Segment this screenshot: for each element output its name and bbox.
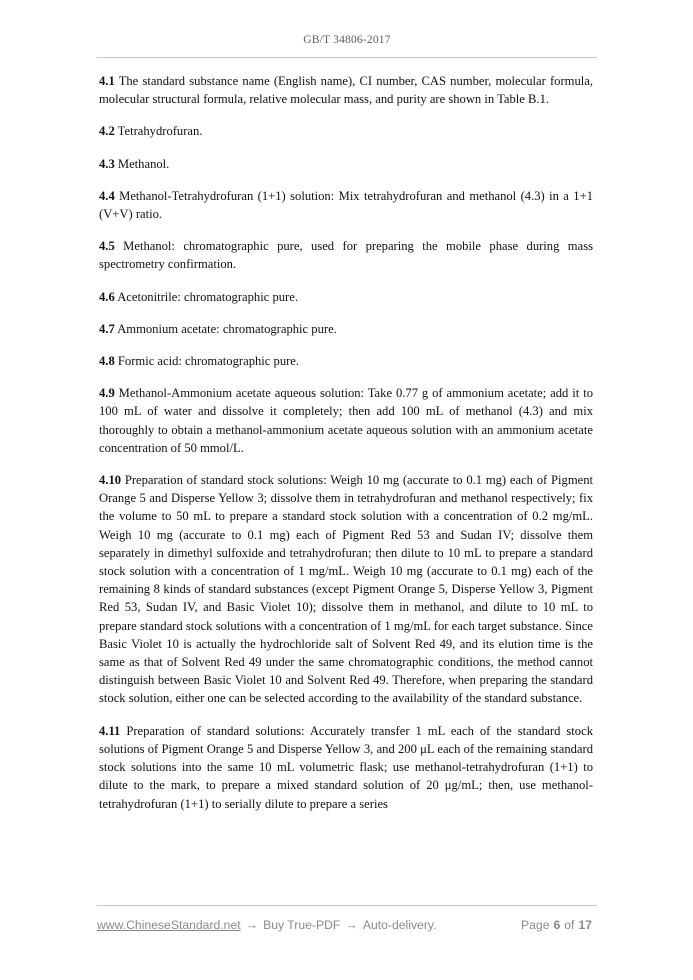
clause-number: 4.5 bbox=[99, 239, 115, 254]
of-word-label: of bbox=[564, 918, 575, 932]
clause-number: 4.8 bbox=[99, 354, 115, 369]
clause-number: 4.1 bbox=[99, 74, 115, 88]
clause-number: 4.10 bbox=[99, 473, 122, 488]
document-body bbox=[99, 72, 593, 813]
clause-number: 4.6 bbox=[99, 289, 115, 304]
clause-text: Methanol-Ammonium acetate aqueous solution: Take 0.77 g of ammonium acetate; add it to 100 mL of water and dissolve it completely; then add 100 mL of methanol (4.3) and mix thoroughly to obtain a methanol-ammonium acetate aqueous solution with an ammonium acetate concentration of 50 mmol/L. bbox=[99, 386, 593, 455]
clause-paragraph bbox=[99, 352, 593, 370]
header-divider bbox=[97, 57, 597, 58]
clause-text: Methanol-Tetrahydrofuran (1+1) solution: Mix tetrahydrofuran and methanol (4.3) in a 1+1 (V+V) ratio. bbox=[99, 188, 593, 222]
footer-divider bbox=[97, 905, 597, 906]
clause-number: 4.4 bbox=[99, 188, 115, 203]
clause-paragraph bbox=[99, 122, 593, 140]
clause-number: 4.11 bbox=[99, 723, 121, 738]
standard-code-label: GB/T 34806-2017 bbox=[303, 34, 391, 46]
clause-text: Preparation of standard solutions: Accurately transfer 1 mL each of the standard stock solutions of Pigment Orange 5 and Disperse Yellow 3, and 200 μL each of the remaining standard stock solutions into the same 10 mL volumetric flask; use methanol-tetrahydrofuran (1+1) to dilute to the mark, to prepare a mixed standard solution of 20 μg/mL; then, use methanol-tetrahydrofuran (1+1) to serially dilute to prepare a series bbox=[99, 723, 593, 811]
clause-text: Tetrahydrofuran. bbox=[114, 124, 203, 139]
clause-text: Methanol: chromatographic pure, used for preparing the mobile phase during mass spectrometry confirmation. bbox=[99, 239, 593, 272]
clause-text: Methanol. bbox=[114, 156, 170, 171]
page-header bbox=[97, 30, 597, 48]
clause-number: 4.3 bbox=[99, 156, 115, 171]
clause-paragraph bbox=[99, 471, 593, 708]
clause-number: 4.9 bbox=[99, 386, 115, 401]
clause-text: Preparation of standard stock solutions: Weigh 10 mg (accurate to 0.1 mg) each of Pigment Orange 5 and Disperse Yellow 3; dissolve them in tetrahydrofuran and methanol respectively; fix the volume to 50 mL to prepare a standard stock solution with a concentration of 0.2 mg/mL. Weigh 10 mg (accurate to 0.1 mg) each of Pigment Red 53 and Sudan IV; dissolve them separately in dimethyl sulfoxide and tetrahydrofuran; then dilute to 10 mL to prepare a standard stock solution with a concentration of 1 mg/mL. Weigh 10 mg (accurate to 0.1 mg) each of the remaining 8 kinds of standard substances (except Pigment Orange 5, Disperse Yellow 3, Pigment Red 53, Sudan IV, and Basic Violet 10); dissolve them in methanol, and dilute to 10 mL to prepare standard stock solutions with a concentration of 1 mg/mL for each target substance. Since Basic Violet 10 is actually the hydrochloride salt of Solvent Red 49, and its elution time is the same as that of Solvent Red 49 under the same chromatographic conditions, the method cannot distinguish between Basic Violet 10 and Solvent Red 49. Therefore, when preparing the standard stock solution, either one can be selected according to the availability of the standard substance. bbox=[99, 473, 593, 706]
clause-paragraph bbox=[99, 237, 593, 273]
clause-paragraph bbox=[99, 384, 593, 457]
arrow-right-icon: → bbox=[345, 918, 358, 932]
footer-promo-buy-label: Buy True-PDF bbox=[263, 918, 341, 932]
footer-promo bbox=[97, 918, 436, 932]
clause-text: Formic acid: chromatographic pure. bbox=[114, 354, 300, 369]
clause-number: 4.2 bbox=[99, 124, 115, 139]
clause-text: The standard substance name (English name), CI number, CAS number, molecular formula, molecular structural formula, relative molecular mass, and purity are shown in Table B.1. bbox=[99, 74, 593, 107]
clause-text: Acetonitrile: chromatographic pure. bbox=[114, 289, 298, 304]
current-page-number: 6 bbox=[553, 918, 561, 932]
clause-paragraph bbox=[99, 72, 593, 108]
website-link[interactable]: www.ChineseStandard.net bbox=[97, 918, 241, 932]
page-word-label: Page bbox=[521, 918, 550, 932]
clause-paragraph bbox=[99, 320, 593, 338]
clause-number: 4.7 bbox=[99, 321, 115, 336]
page-indicator bbox=[521, 918, 596, 932]
clause-text: Ammonium acetate: chromatographic pure. bbox=[114, 321, 337, 336]
page-footer bbox=[97, 914, 597, 936]
arrow-right-icon: → bbox=[245, 918, 259, 932]
clause-paragraph bbox=[99, 288, 593, 306]
footer-promo-delivery-label: Auto-delivery. bbox=[362, 918, 437, 932]
clause-paragraph bbox=[99, 187, 593, 223]
total-page-number: 17 bbox=[578, 918, 592, 932]
clause-paragraph bbox=[99, 155, 593, 173]
clause-paragraph bbox=[99, 722, 593, 813]
